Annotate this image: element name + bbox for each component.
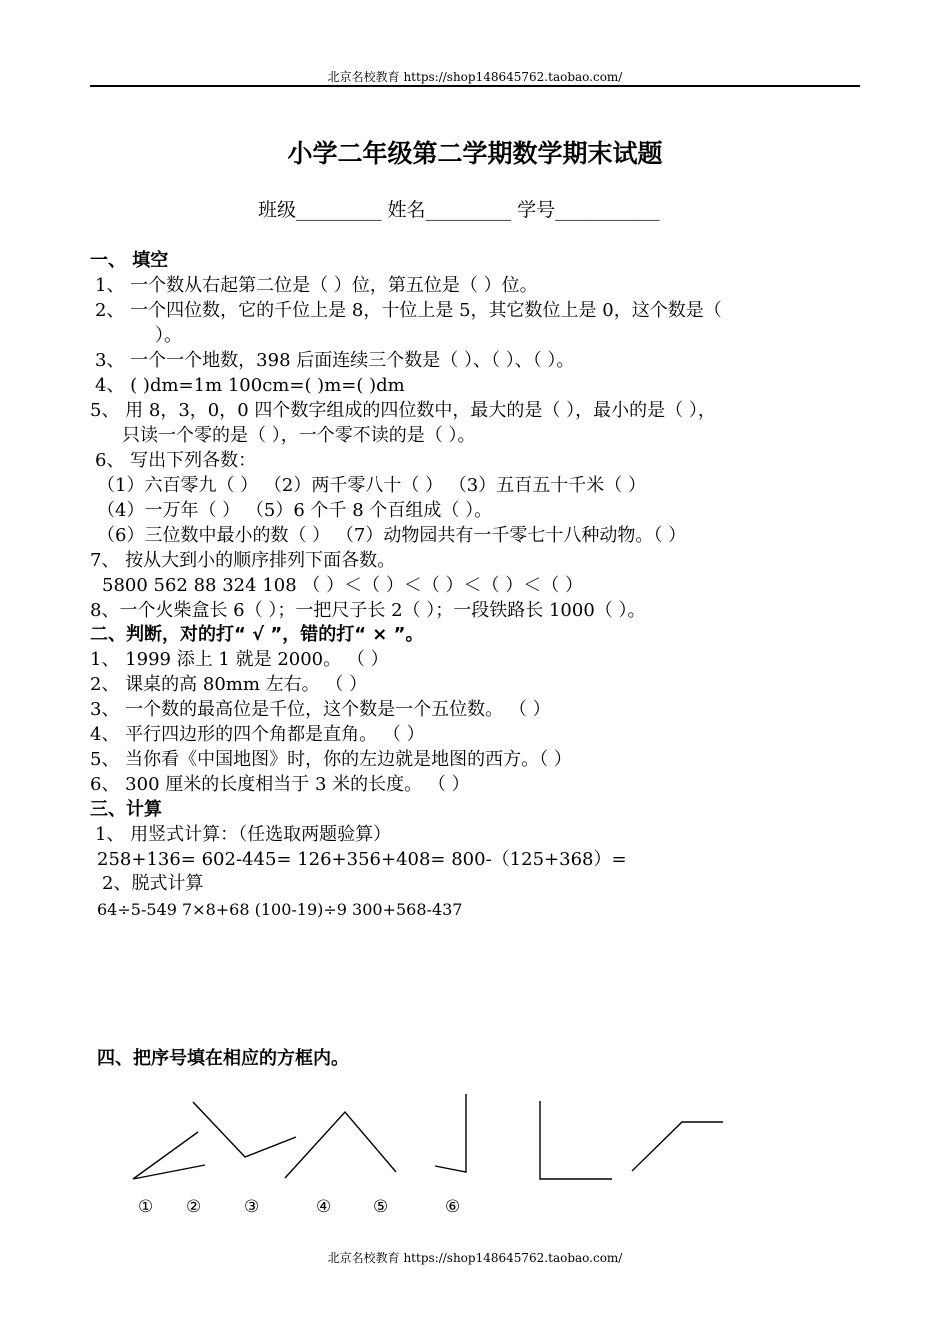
angle-figure-4 <box>435 1094 466 1172</box>
figure-label: ③ <box>244 1197 260 1217</box>
question-line: 8、一个火柴盒长 6（ ）；一把尺子长 2（ ）；一段铁路长 1000（ ）。 <box>90 600 646 621</box>
judgement-line: 6、 300 厘米的长度相当于 3 米的长度。 （ ） <box>90 774 470 795</box>
judgement-line: 3、 一个数的最高位是千位，这个数是一个五位数。 （ ） <box>90 699 551 720</box>
judgement-line: 1、 1999 添上 1 就是 2000。 （ ） <box>90 649 389 670</box>
section-4-heading: 四、把序号填在相应的方框内。 <box>97 1048 349 1069</box>
angle-figure-1 <box>133 1132 205 1179</box>
angle-figure-2 <box>193 1102 296 1157</box>
header-rule <box>90 85 860 87</box>
figure-label: ④ <box>316 1197 332 1217</box>
question-line: ）。 <box>155 325 182 346</box>
question-line: 4、 ( )dm=1m 100cm=( )m=( )dm <box>95 375 405 396</box>
calc-line: 64÷5-549 7×8+68 (100-19)÷9 300+568-437 <box>97 900 463 919</box>
page-title: 小学二年级第二学期数学期末试题 <box>287 139 663 168</box>
judgement-line: 5、 当你看《中国地图》时，你的左边就是地图的西方。（ ） <box>90 749 572 770</box>
question-line: 2、 一个四位数，它的千位上是 8，十位上是 5，其它数位上是 0，这个数是（ <box>95 300 722 321</box>
figure-label: ① <box>138 1197 154 1217</box>
calc-line: 2、脱式计算 <box>102 873 204 894</box>
judgement-line: 4、 平行四边形的四个角都是直角。 （ ） <box>90 724 425 745</box>
figure-label: ⑥ <box>445 1197 461 1217</box>
figure-label: ② <box>186 1197 202 1217</box>
question-line: 只读一个零的是（ ），一个零不读的是（ ）。 <box>122 425 476 446</box>
calc-line: 1、 用竖式计算：（任选取两题验算） <box>95 824 392 845</box>
section-2-heading: 二、判断，对的打“ √ ”，错的打“ × ”。 <box>90 624 424 645</box>
page-footer: 北京名校教育 https://shop148645762.taobao.com/ <box>327 1251 623 1265</box>
calc-line: 258+136= 602-445= 126+356+408= 800-（125+368）= <box>97 849 627 870</box>
question-line: （1）六百零九（ ） （2）两千零八十（ ） （3）五百五十千米（ ） <box>97 475 646 496</box>
question-line: 6、 写出下列各数： <box>95 450 257 471</box>
question-line: 7、 按从大到小的顺序排列下面各数。 <box>90 550 396 571</box>
page-header: 北京名校教育 https://shop148645762.taobao.com/ <box>327 70 623 84</box>
question-line: 3、 一个一个地数，398 后面连续三个数是（ ）、（ ）、（ ）。 <box>95 350 575 371</box>
student-info-line: 班级_________ 姓名_________ 学号___________ <box>258 199 660 221</box>
section-3-heading: 三、计算 <box>90 799 162 820</box>
question-line: 5800 562 88 324 108 （ ）＜（ ）＜（ ）＜（ ）＜（ ） <box>102 575 583 596</box>
angle-figures <box>0 1080 950 1200</box>
angle-figure-6 <box>632 1122 723 1171</box>
figure-label: ⑤ <box>373 1197 389 1217</box>
question-line: （4）一万年（ ） （5）6 个千 8 个百组成（ ）。 <box>97 500 493 521</box>
judgement-line: 2、 课桌的高 80mm 左右。 （ ） <box>90 674 368 695</box>
question-line: （6）三位数中最小的数（ ） （7）动物园共有一千零七十八种动物。（ ） <box>97 525 687 546</box>
angle-figure-3 <box>285 1112 396 1178</box>
question-line: 1、 一个数从右起第二位是（ ）位，第五位是（ ）位。 <box>95 275 538 296</box>
section-1-heading: 一、 填空 <box>90 250 169 271</box>
question-line: 5、 用 8，3，0，0 四个数字组成的四位数中，最大的是（ ），最小的是（ ）， <box>90 400 716 421</box>
angle-figure-5 <box>540 1101 612 1179</box>
